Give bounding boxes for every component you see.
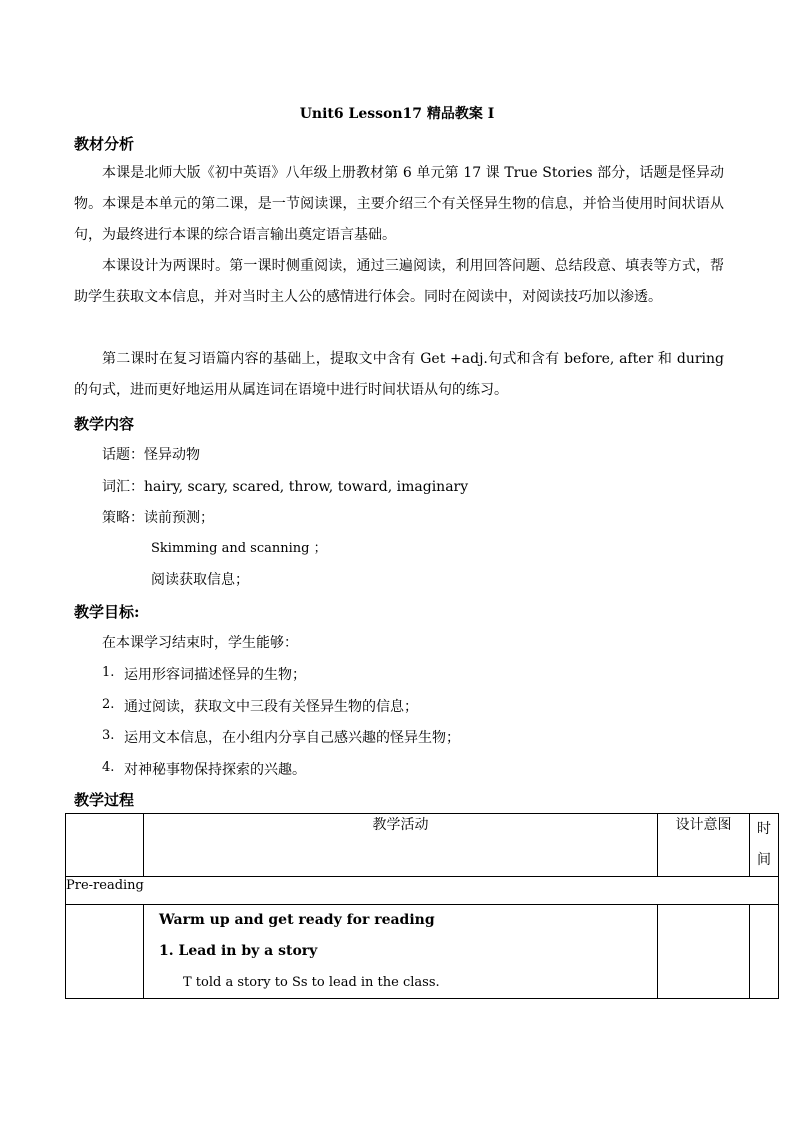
heading-content: 教学内容 (74, 415, 135, 433)
activity-cell (144, 905, 658, 999)
table-cell-blank (66, 905, 144, 999)
analysis-paragraph-3: 第二课时在复习语篇内容的基础上，提取文中含有 Get +adj.句式和含有 before, after 和 during 的句式，进而更好地运用从属连词在语境中进行时间状语从句的练习。 (74, 351, 724, 398)
process-table (65, 813, 779, 999)
goal-text: 通过阅读，获取文中三段有关怪异生物的信息； (124, 699, 418, 715)
goal-number: 3. (102, 728, 115, 743)
content-strategy-skimming: Skimming and scanning ； (151, 541, 327, 556)
goal-text: 运用形容词描述怪异的生物； (124, 667, 306, 683)
content-vocab: 词汇：hairy, scary, scared, throw, toward, imaginary (102, 479, 469, 495)
table-stage-row (66, 877, 779, 905)
activity-step-title: 1. Lead in by a story (159, 943, 318, 959)
heading-process: 教学过程 (74, 791, 135, 809)
goal-number: 2. (102, 697, 115, 712)
document-title: Unit6 Lesson17 精品教案 I (299, 106, 495, 122)
content-strategy-reading: 阅读获取信息； (151, 572, 249, 588)
activity-title: Warm up and get ready for reading (159, 912, 435, 928)
heading-analysis: 教材分析 (74, 135, 135, 153)
goal-text: 运用文本信息，在小组内分享自己感兴趣的怪异生物； (124, 730, 460, 746)
goals-intro: 在本课学习结束时，学生能够： (102, 635, 298, 651)
header-time-char-2: 间 (757, 852, 771, 868)
analysis-paragraph-1: 本课是北师大版《初中英语》八年级上册教材第 6 单元第 17 课 True Stories 部分，话题是怪异动物。本课是本单元的第二课，是一节阅读课，主要介绍三个有关怪异生物的信息，并恰当使用时间状语从句，为最终进行本课的综合语言输出奠定语言基础。 (74, 165, 724, 243)
goal-number: 4. (102, 760, 115, 775)
time-cell (750, 905, 779, 999)
content-topic: 话题：怪异动物 (102, 447, 200, 463)
stage-label-text: Pre-reading (66, 878, 144, 893)
analysis-paragraph-2: 本课设计为两课时。第一课时侧重阅读，通过三遍阅读，利用回答问题、总结段意、填表等方式，帮助学生获取文本信息，并对当时主人公的感情进行体会。同时在阅读中，对阅读技巧加以渗透。 (74, 258, 724, 305)
activity-step-text: T told a story to Ss to lead in the class. (183, 975, 440, 990)
content-strategy: 策略：读前预测； (102, 510, 214, 526)
heading-goals: 教学目标: (74, 603, 140, 621)
header-activity: 教学活动 (144, 814, 658, 877)
goal-text: 对神秘事物保持探索的兴趣。 (124, 762, 306, 778)
goal-number: 1. (102, 665, 115, 680)
table-header-blank (66, 814, 144, 877)
table-header-row (66, 814, 779, 877)
header-time-char-1: 时 (757, 821, 771, 837)
table-row (66, 905, 779, 999)
header-design-intent: 设计意图 (658, 814, 750, 877)
header-time (750, 814, 779, 877)
intent-cell (658, 905, 750, 999)
stage-label (66, 877, 779, 905)
